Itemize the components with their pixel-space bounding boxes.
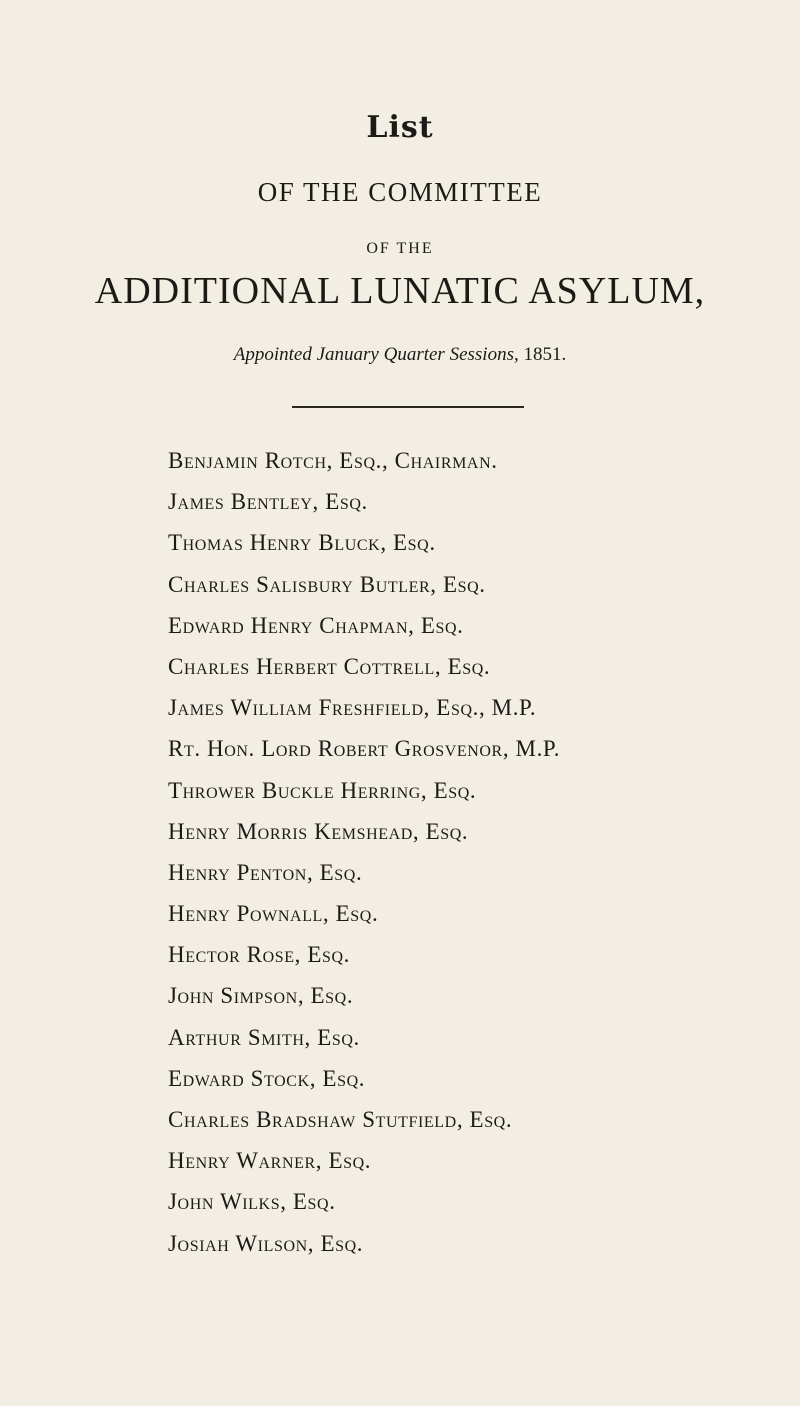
member-entry: John Wilks, Esq.: [168, 1189, 336, 1215]
member-entry: Charles Salisbury Butler, Esq.: [168, 571, 486, 597]
member-entry: Charles Herbert Cottrell, Esq.: [168, 653, 491, 679]
member-entry: Arthur Smith, Esq.: [168, 1024, 360, 1050]
committee-member-list: [168, 440, 560, 1264]
member-entry: Josiah Wilson, Esq.: [168, 1230, 364, 1256]
member-entry: Edward Stock, Esq.: [168, 1065, 366, 1091]
member-entry: John Simpson, Esq.: [168, 983, 354, 1009]
divider-rule: [292, 406, 524, 408]
list-title: List: [366, 110, 434, 145]
member-entry: Hector Rose, Esq.: [168, 942, 351, 968]
member-entry: James William Freshfield, Esq., M.P.: [168, 695, 537, 721]
member-entry: Henry Penton, Esq.: [168, 859, 363, 885]
member-entry: Edward Henry Chapman, Esq.: [168, 612, 464, 638]
asylum-name: ADDITIONAL LUNATIC ASYLUM,: [94, 270, 706, 312]
appointed-year: 1851.: [523, 344, 567, 365]
member-entry: Thomas Henry Bluck, Esq.: [168, 530, 436, 556]
member-entry: James Bentley, Esq.: [168, 489, 368, 515]
committee-subtitle: OF THE COMMITTEE: [257, 177, 543, 207]
member-entry: Charles Bradshaw Stutfield, Esq.: [168, 1107, 513, 1132]
appointed-line: [0, 344, 800, 366]
member-entry: Henry Morris Kemshead, Esq.: [168, 818, 469, 844]
of-the-line: OF THE: [366, 240, 434, 257]
member-entry: Thrower Buckle Herring, Esq.: [168, 777, 477, 803]
member-entry: Benjamin Rotch, Esq., Chairman.: [168, 448, 498, 473]
member-entry: Henry Pownall, Esq.: [168, 901, 379, 927]
member-entry: Henry Warner, Esq.: [168, 1148, 372, 1174]
appointed-text: Appointed January Quarter Sessions,: [233, 344, 519, 365]
member-entry: Rt. Hon. Lord Robert Grosvenor, M.P.: [168, 736, 561, 762]
